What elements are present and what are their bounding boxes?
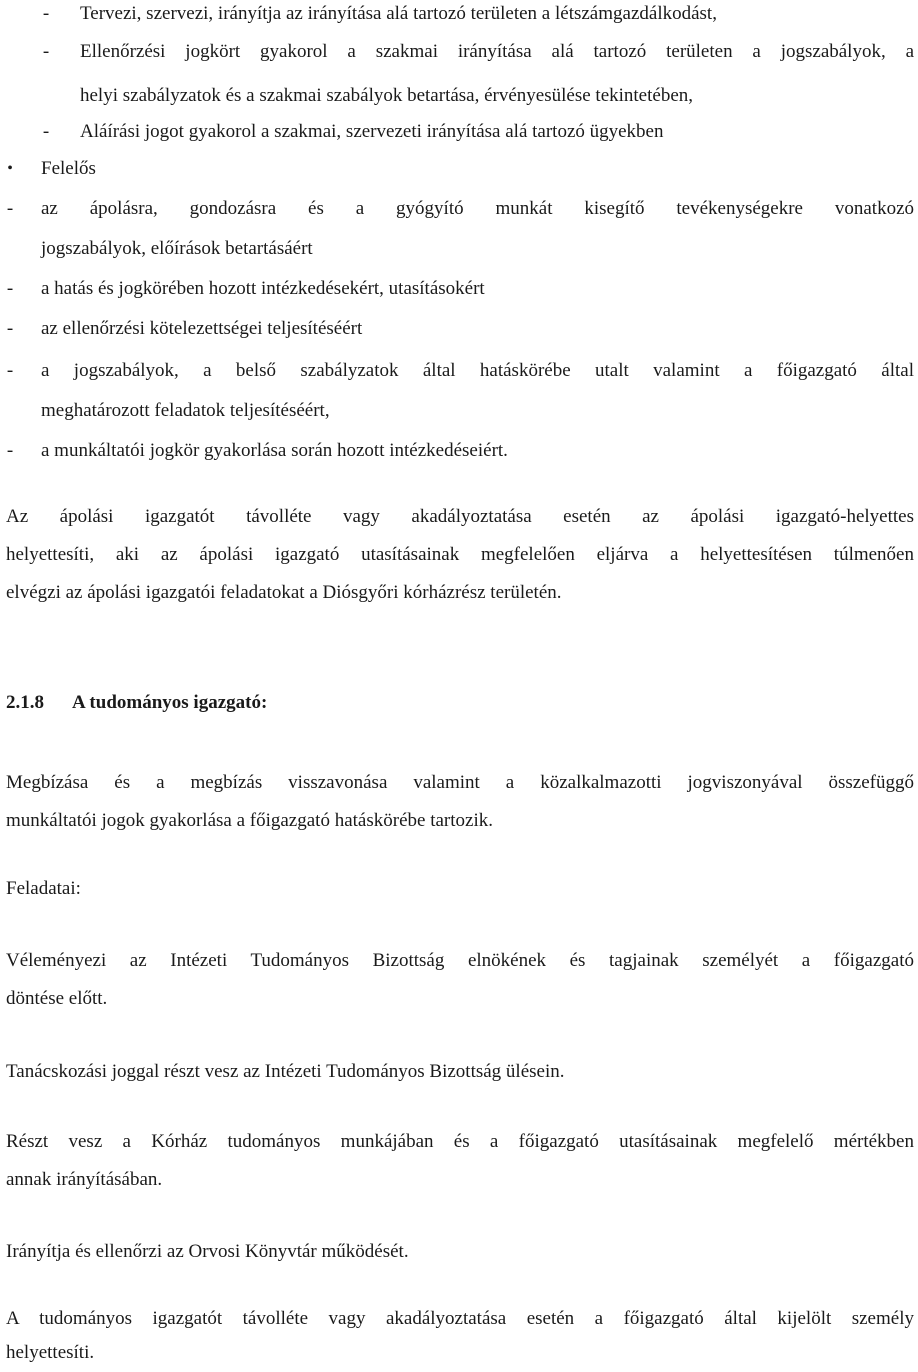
paragraph-text: Irányítja és ellenőrzi az Orvosi Könyvtár működését. xyxy=(6,1241,409,1262)
list-item-text: Aláírási jogot gyakorol a szakmai, szervezeti irányítása alá tartozó ügyekben xyxy=(80,121,664,142)
list-item-text: a hatás és jogkörében hozott intézkedésekért, utasításokért xyxy=(41,278,485,299)
dash-marker: - xyxy=(42,41,50,62)
dash-marker: - xyxy=(6,198,14,219)
list-item-text: Ellenőrzési jogkört gyakorol a szakmai irányítása alá tartozó területen a jogszabályok, a xyxy=(80,41,914,62)
dash-marker: - xyxy=(6,318,14,339)
paragraph-text: Tanácskozási joggal részt vesz az Intézeti Tudományos Bizottság ülésein. xyxy=(6,1061,565,1082)
dash-marker: - xyxy=(42,3,50,24)
list-item-text: Tervezi, szervezi, irányítja az irányítása alá tartozó területen a létszámgazdálkodást, xyxy=(80,3,717,24)
list-item-text: jogszabályok, előírások betartásáért xyxy=(41,238,313,259)
paragraph-text: A tudományos igazgatót távolléte vagy akadályoztatása esetén a főigazgató által kijelölt személy xyxy=(6,1308,914,1329)
paragraph-text: munkáltatói jogok gyakorlása a főigazgató hatáskörébe tartozik. xyxy=(6,810,493,831)
section-number: 2.1.8 xyxy=(6,692,44,713)
list-item-text: a jogszabályok, a belső szabályzatok által hatáskörébe utalt valamint a főigazgató által xyxy=(41,360,914,381)
paragraph-text: helyettesíti, aki az ápolási igazgató utasításainak megfelelően eljárva a helyettesítésen túlmenően xyxy=(6,544,914,565)
dash-marker: - xyxy=(42,121,50,142)
dash-marker: - xyxy=(6,360,14,381)
felelos-label: Felelős xyxy=(41,158,96,179)
list-item-text: meghatározott feladatok teljesítéséért, xyxy=(41,400,330,421)
paragraph-text: Az ápolási igazgatót távolléte vagy akadályoztatása esetén az ápolási igazgató-helyettes xyxy=(6,506,914,527)
paragraph-text: helyettesíti. xyxy=(6,1342,95,1363)
paragraph-text: Megbízása és a megbízás visszavonása valamint a közalkalmazotti jogviszonyával összefüggő xyxy=(6,772,914,793)
bullet-marker: • xyxy=(7,160,13,177)
list-item-text: helyi szabályzatok és a szakmai szabályok betartása, érvényesülése tekintetében, xyxy=(80,85,694,106)
dash-marker: - xyxy=(6,440,14,461)
paragraph-text: elvégzi az ápolási igazgatói feladatokat a Diósgyőri kórházrész területén. xyxy=(6,582,562,603)
list-item-text: az ápolásra, gondozásra és a gyógyító munkát kisegítő tevékenységekre vonatkozó xyxy=(41,198,914,219)
paragraph-text: Véleményezi az Intézeti Tudományos Bizottság elnökének és tagjainak személyét a főigazgató xyxy=(6,950,914,971)
tasks-label-text: Feladatai: xyxy=(6,878,81,899)
list-item-text: a munkáltatói jogkör gyakorlása során hozott intézkedéseiért. xyxy=(41,440,508,461)
section-title: A tudományos igazgató: xyxy=(72,692,268,713)
dash-marker: - xyxy=(6,278,14,299)
paragraph-text: döntése előtt. xyxy=(6,988,108,1009)
paragraph-text: annak irányításában. xyxy=(6,1169,163,1190)
paragraph-text: Részt vesz a Kórház tudományos munkájában és a főigazgató utasításainak megfelelő mértékben xyxy=(6,1131,914,1152)
list-item-text: az ellenőrzési kötelezettségei teljesítéséért xyxy=(41,318,363,339)
